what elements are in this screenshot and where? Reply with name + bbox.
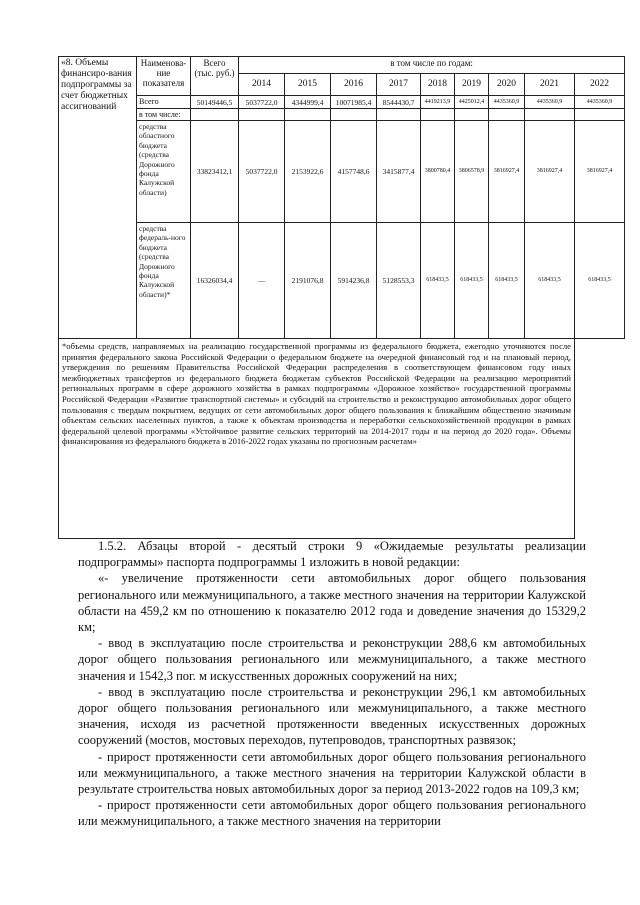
row-label: в том числе: <box>137 109 191 121</box>
row-total: 50149446,5 <box>191 96 239 109</box>
financing-table <box>58 56 625 539</box>
table-cell: 3800780,4 <box>421 121 455 223</box>
row-total: 33823412,1 <box>191 121 239 223</box>
year-header: 2020 <box>489 74 525 96</box>
table-cell: 3816927,4 <box>489 121 525 223</box>
table-cell: 8544430,7 <box>377 96 421 109</box>
years-header: в том числе по годам: <box>239 57 625 74</box>
table-cell: 618433,5 <box>489 223 525 339</box>
table-cell: 4157748,6 <box>331 121 377 223</box>
table-cell: 4419213,9 <box>421 96 455 109</box>
table-cell: 5037722,0 <box>239 121 285 223</box>
table-cell: 2153922,6 <box>285 121 331 223</box>
table-row-subheading <box>59 109 625 121</box>
paragraph: - ввод в эксплуатацию после строительства и реконструкции 288,6 км автомобильных дорог общего пользования регионального или межмуниципального, а также местного значения и 1542,3 пог. м искусственных дорожных сооружений на них; <box>78 636 586 683</box>
year-header: 2019 <box>455 74 489 96</box>
year-header: 2016 <box>331 74 377 96</box>
paragraph: 1.5.2. Абзацы второй - десятый строки 9 «Ожидаемые результаты реализации подпрограммы» паспорта подпрограммы 1 изложить в новой редакции: <box>78 539 586 570</box>
table-cell: 618433,5 <box>575 223 625 339</box>
paragraph: - прирост протяженности сети автомобильных дорог общего пользования регионального или межмуниципального, а также местного значения на территории <box>78 798 586 829</box>
table-cell: 5914236,8 <box>331 223 377 339</box>
section-label: «8. Объемы финансиро-вания подпрограммы за счет бюджетных ассигнований <box>61 58 132 112</box>
table-cell: 618433,5 <box>455 223 489 339</box>
table-cell: 4344999,4 <box>285 96 331 109</box>
table-row-footnote <box>59 339 625 539</box>
year-header: 2022 <box>575 74 625 96</box>
table-cell: 10071985,4 <box>331 96 377 109</box>
table-cell: 3415877,4 <box>377 121 421 223</box>
year-header: 2018 <box>421 74 455 96</box>
paragraph: «- увеличение протяженности сети автомобильных дорог общего пользования регионального или межмуниципального, а также местного значения на территории Калужской области на 459,2 км по отношению к показателю 2012 года и доведение значения до 15329,2 км; <box>78 571 586 635</box>
table-cell: 4435360,9 <box>489 96 525 109</box>
table-cell: — <box>239 223 285 339</box>
paragraph: - прирост протяженности сети автомобильных дорог общего пользования регионального или межмуниципального, а также местного значения на территории Калужской области в результате строительства новых автомобильных дорог за период 2013-2022 годов на 109,3 км; <box>78 749 586 797</box>
paragraph: - ввод в эксплуатацию после строительства и реконструкции 296,1 км автомобильных дорог общего пользования регионального или межмуниципального, а также местного значения, исходя из расчетной протяженности введенных искусственных дорожных сооружений (мостов, мостовых переходов, путепроводов, транспортных развязок; <box>78 684 586 748</box>
row-total: 16326034,4 <box>191 223 239 339</box>
table-cell: 3806578,9 <box>455 121 489 223</box>
year-header: 2021 <box>525 74 575 96</box>
table-row-regional <box>59 121 625 223</box>
year-header: 2014 <box>239 74 285 96</box>
table-cell: 4435360,9 <box>525 96 575 109</box>
col-total-header: Всего (тыс. руб.) <box>191 57 239 96</box>
body-text <box>78 538 586 830</box>
table-cell: 5128553,3 <box>377 223 421 339</box>
table-cell: 2191076,8 <box>285 223 331 339</box>
row-label: Всего <box>137 96 191 109</box>
table-footnote: *объемы средств, направляемых на реализацию государственной программы из федерального бюджета, ежегодно уточняются после принятия федерального закона Российской Федерации о федеральном бюджете на очередной финансовый год и на плановый период, утверждения по решениям Правительства Российской Федерации распределения в соответствующем финансовом году иных межбюджетных трансфертов из федерального бюджета бюджетам субъектов Российской Федерации на реализацию мероприятий региональных программ в сфере дорожного хозяйства в рамках подпрограммы «Дорожное хозяйство» государственной программы Российской Федерации «Развитие транспортной системы» и субсидий на строительство и реконструкцию автомобильных дорог общего пользования с твердым покрытием, ведущих от сети автомобильных дорог общего пользования к ближайшим общественно значимым объектам сельских населенных пунктов, а также к объектам производства и переработки сельскохозяйственной продукции в рамках федеральной целевой программы «Устойчивое развитие сельских территорий на 2014-2017 годы и на период до 2020 года». Объемы финансирования из федерального бюджета в 2016-2022 годах указаны по прогнозным расчетам» <box>59 339 575 539</box>
table-row-federal <box>59 223 625 339</box>
year-header: 2017 <box>377 74 421 96</box>
table-cell: 3816927,4 <box>575 121 625 223</box>
table-row-total <box>59 96 625 109</box>
table-cell: 5037722,0 <box>239 96 285 109</box>
table-cell: 618433,5 <box>525 223 575 339</box>
table-cell: 618433,5 <box>421 223 455 339</box>
year-header: 2015 <box>285 74 331 96</box>
table-cell: 3816927,4 <box>525 121 575 223</box>
table-cell: 4435360,9 <box>575 96 625 109</box>
table-cell: 4425012,4 <box>455 96 489 109</box>
row-label: средства федераль-ного бюджета (средства Дорожного фонда Калужской области)* <box>137 223 191 339</box>
section-label-cell <box>59 57 137 339</box>
row-label: средства областного бюджета (средства Дорожного фонда Калужской области) <box>137 121 191 223</box>
col-name-header: Наименова-ние показателя <box>137 57 191 96</box>
